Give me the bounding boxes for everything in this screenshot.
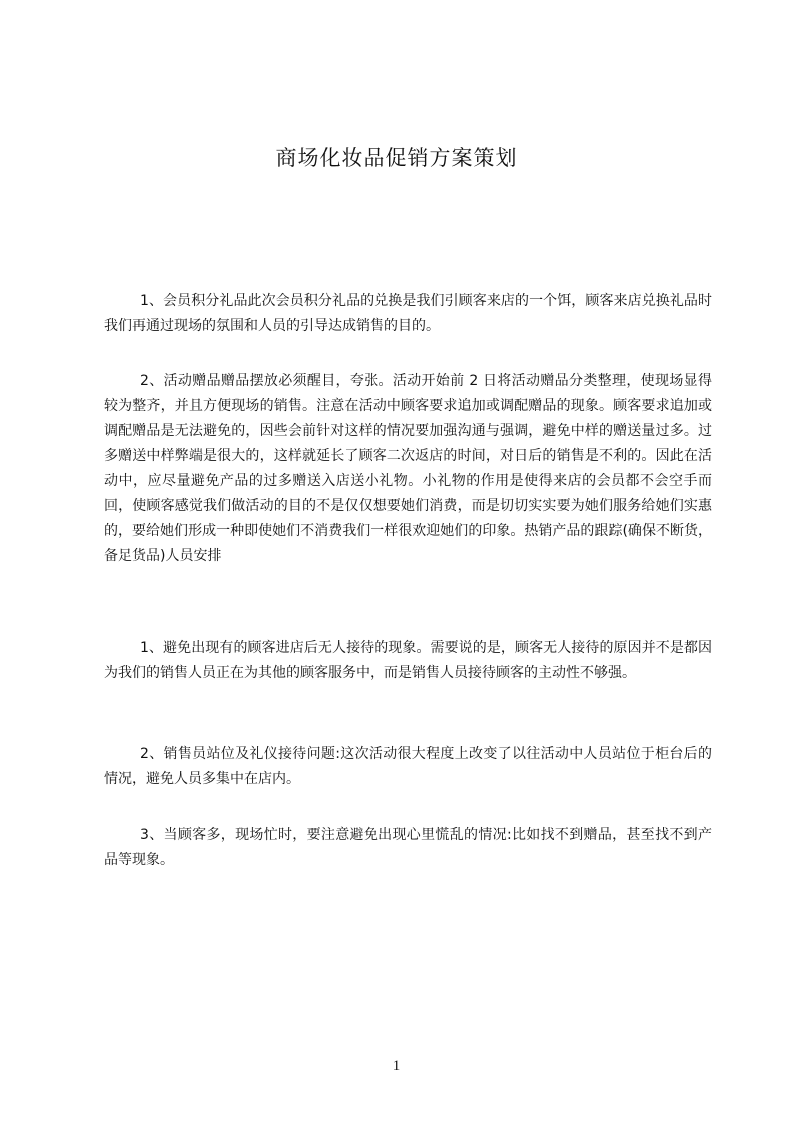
paragraph-busy-situation: 3、当顾客多，现场忙时，要注意避免出现心里慌乱的情况:比如找不到赠品，甚至找不到产品等现象。 xyxy=(104,827,712,868)
document-title: 商场化妆品促销方案策划 xyxy=(275,146,518,170)
paragraph-staff-positioning: 2、销售员站位及礼仪接待问题:这次活动很大程度上改变了以往活动中人员站位于柜台后的情况，避免人员多集中在店内。 xyxy=(104,746,712,787)
paragraph-member-points-gifts: 1、会员积分礼品此次会员积分礼品的兑换是我们引顾客来店的一个饵，顾客来店兑换礼品时我们再通过现场的氛围和人员的引导达成销售的目的。 xyxy=(104,293,712,334)
paragraph-event-gifts: 2、活动赠品赠品摆放必须醒目，夸张。活动开始前 2 日将活动赠品分类整理，使现场显得较为整齐，并且方便现场的销售。注意在活动中顾客要求追加或调配赠品的现象。顾客要求追加或调配赠品是无法避免的，因些会前针对这样的情况要加强沟通与强调，避免中样的赠送量过多。过多赠送中样弊端是很大的，这样就延长了顾客二次返店的时间，对日后的销售是不利的。因此在活动中，应尽量避免产品的过多赠送入店送小礼物。小礼物的作用是使得来店的会员都不会空手而回，使顾客感觉我们做活动的目的不是仅仅想要她们消费，而是切切实实要为她们服务给她们实惠的，要给她们形成一种即使她们不消费我们一样很欢迎她们的印象。热销产品的跟踪(确保不断货，备足货品)人员安排 xyxy=(104,373,712,564)
page-number: 1 xyxy=(392,1058,401,1074)
paragraph-avoid-unattended-customers: 1、避免出现有的顾客进店后无人接待的现象。需要说的是，顾客无人接待的原因并不是都因为我们的销售人员正在为其他的顾客服务中，而是销售人员接待顾客的主动性不够强。 xyxy=(104,640,712,681)
